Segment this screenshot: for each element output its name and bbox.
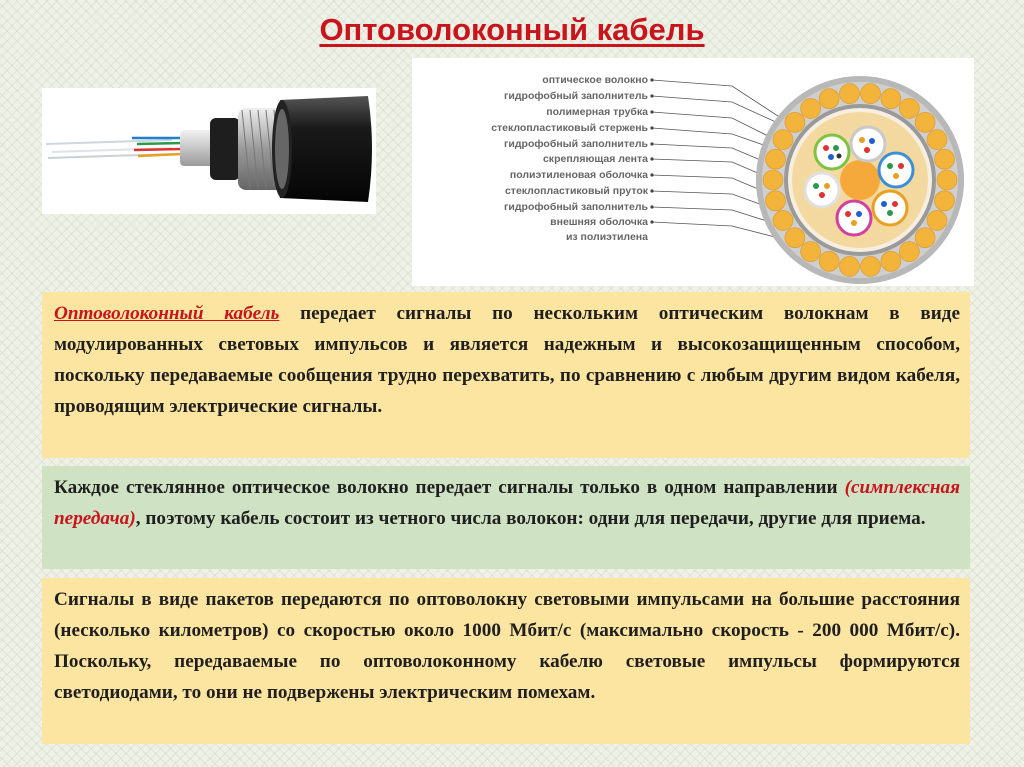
strength-element: [766, 191, 786, 211]
diagram-label: гидрофобный заполнитель: [504, 201, 648, 213]
diagram-label: оптическое волокно: [542, 74, 648, 86]
strength-element: [935, 191, 955, 211]
signals-text: Сигналы в виде пакетов передаются по оптоволокну световыми импульсами на большие расстояния (несколько километров) со скоростью около 1000 Мбит/с (максимально скорость - 200 000 Мбит/с). Поскольку, передаваемые по оптоволоконному кабелю световые импульсы формируются светодиодами, то они не подвержены электрическим помехам.: [54, 589, 960, 703]
strength-element: [881, 89, 901, 109]
strength-element: [801, 242, 821, 262]
diagram-labels: [491, 74, 649, 243]
strength-element: [915, 112, 935, 132]
strength-element: [915, 228, 935, 248]
diagram-label: гидрофобный заполнитель: [504, 138, 648, 150]
strength-element: [840, 84, 860, 104]
diagram-label: стеклопластиковый стержень: [491, 122, 648, 134]
strength-element: [861, 84, 881, 104]
strength-element: [763, 170, 783, 190]
diagram-label: полимерная трубка: [546, 106, 648, 118]
diagram-label: внешняя оболочка: [550, 216, 648, 228]
strength-element: [935, 149, 955, 169]
simplex-text-start: Каждое стеклянное оптическое волокно передает сигналы только в одном направлении: [54, 477, 845, 498]
strength-element: [840, 256, 860, 276]
term-highlight: Оптоволоконный кабель: [54, 303, 280, 324]
strength-element: [899, 98, 919, 118]
strength-element: [785, 228, 805, 248]
strength-element: [927, 130, 947, 150]
strength-element: [881, 251, 901, 271]
description-text: передает сигналы по нескольким оптическим волокнам в виде модулированных световых импульсов и является надежным и высокозащищенным способом, поскольку передаваемые сообщения трудно перехватить, по сравнению с любым другим видом кабеля, проводящим электрические сигналы.: [54, 303, 960, 417]
simplex-highlight: (симплексная передача): [54, 477, 960, 529]
strength-element: [861, 256, 881, 276]
strength-element: [785, 112, 805, 132]
strength-element: [773, 130, 793, 150]
simplex-text-end: , поэтому кабель состоит из четного числа волокон: одни для передачи, другие для приема.: [135, 508, 926, 529]
strength-element: [773, 210, 793, 230]
description-box: [42, 292, 970, 458]
strength-element: [937, 170, 957, 190]
diagram-label: стеклопластиковый пруток: [504, 185, 648, 197]
page-title: Оптоволоконный кабель: [319, 12, 705, 47]
cable-cross-section-diagram: [412, 58, 974, 286]
signals-box: [42, 578, 970, 744]
strength-element: [766, 149, 786, 169]
strength-element: [801, 98, 821, 118]
diagram-label: гидрофобный заполнитель: [504, 90, 648, 102]
cable-photo: [42, 88, 376, 214]
diagram-label: из полиэтилена: [565, 231, 648, 243]
strength-element: [899, 242, 919, 262]
diagram-label: скрепляющая лента: [542, 153, 648, 165]
simplex-box: [42, 466, 970, 569]
strength-element: [819, 89, 839, 109]
strength-element: [819, 251, 839, 271]
strength-element: [927, 210, 947, 230]
diagram-label: полиэтиленовая оболочка: [509, 169, 648, 181]
